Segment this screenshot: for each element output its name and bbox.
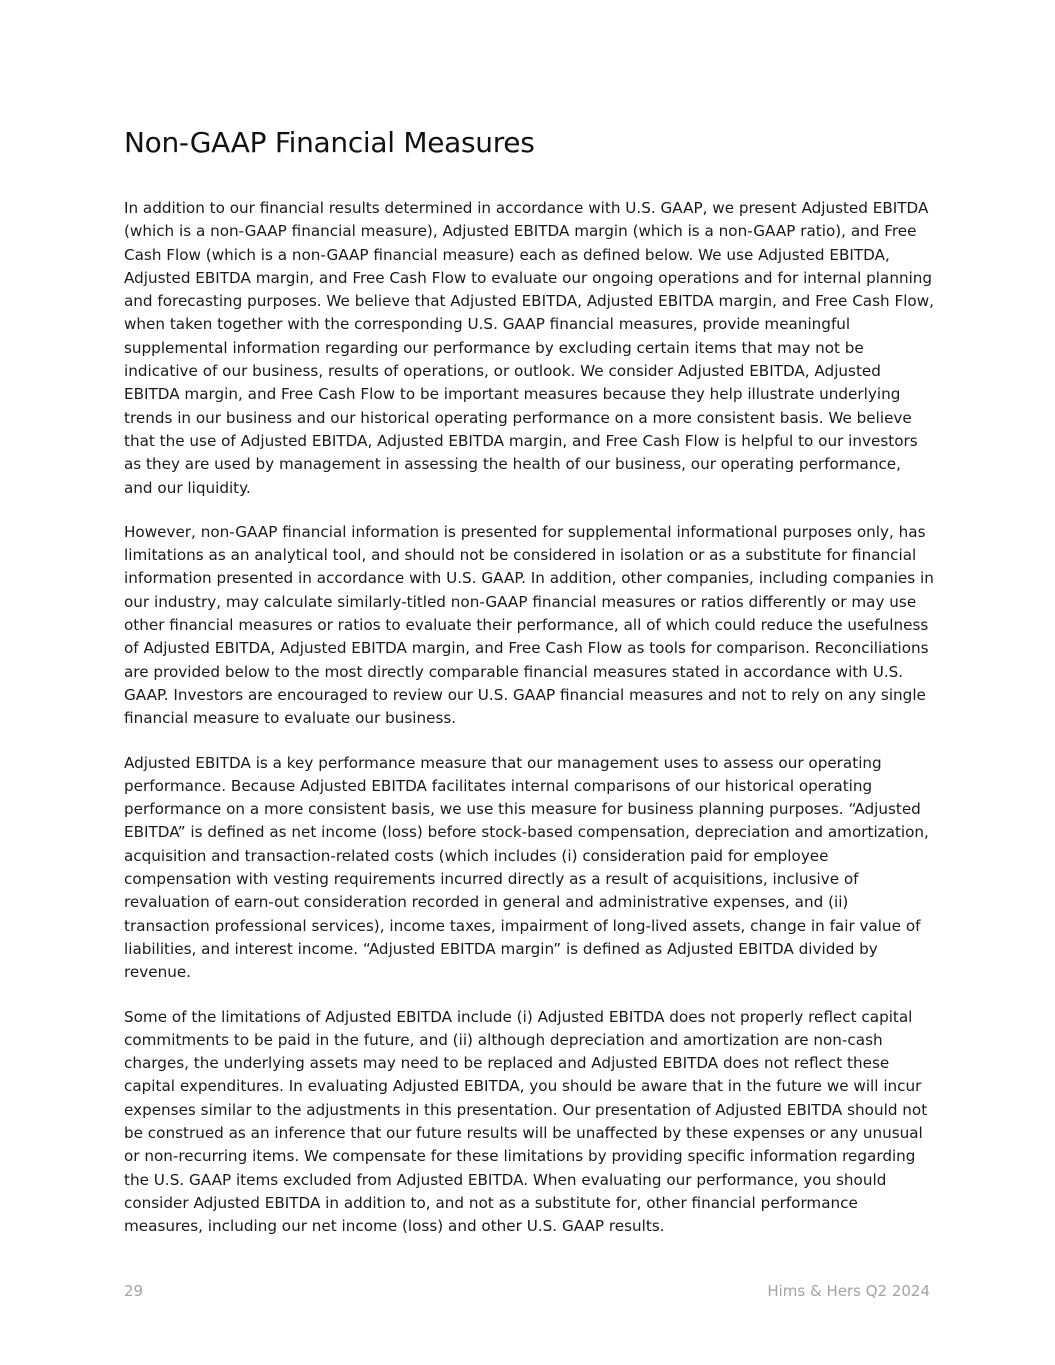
paragraph-adjusted-ebitda-definition: Adjusted EBITDA is a key performance measure that our management uses to assess our operating performance. Because Adjusted EBITDA facilitates internal comparisons of our historical operating performance on a more consistent basis, we use this measure for business planning purposes. “Adjusted EBITDA” is defined as net income (loss) before stock-based compensation, depreciation and amortization, acquisition and transaction-related costs (which includes (i) consideration paid for employee compensation with vesting requirements incurred directly as a result of acquisitions, inclusive of revaluation of earn-out consideration recorded in general and administrative expenses, and (ii) transaction professional services), income taxes, impairment of long-lived assets, change in fair value of liabilities, and interest income. “Adjusted EBITDA margin” is defined as Adjusted EBITDA divided by revenue. xyxy=(124,753,929,982)
paragraph-limitations: However, non-GAAP financial information is presented for supplemental informational purposes only, has limitations as an analytical tool, and should not be considered in isolation or as a substitute for financial information presented in accordance with U.S. GAAP. In addition, other companies, including companies in our industry, may calculate similarly-titled non-GAAP financial measures or ratios differently or may use other financial measures or ratios to evaluate their performance, all of which could reduce the usefulness of Adjusted EBITDA, Adjusted EBITDA margin, and Free Cash Flow as tools for comparison. Reconciliations are provided below to the most directly comparable financial measures stated in accordance with U.S. GAAP. Investors are encouraged to review our U.S. GAAP financial measures and not to rely on any single financial measure to evaluate our business. xyxy=(124,522,934,728)
body-text xyxy=(124,197,934,1259)
report-label: Hims & Hers Q2 2024 xyxy=(767,1282,930,1300)
page-number: 29 xyxy=(124,1282,144,1300)
paragraph-intro: In addition to our financial results determined in accordance with U.S. GAAP, we present Adjusted EBITDA (which is a non-GAAP financial measure), Adjusted EBITDA margin (which is a non-GAAP ratio), and Free Cash Flow (which is a non-GAAP financial measure) each as defined below. We use Adjusted EBITDA, Adjusted EBITDA margin, and Free Cash Flow to evaluate our ongoing operations and for internal planning and forecasting purposes. We believe that Adjusted EBITDA, Adjusted EBITDA margin, and Free Cash Flow, when taken together with the corresponding U.S. GAAP financial measures, provide meaningful supplemental information regarding our performance by excluding certain items that may not be indicative of our business, results of operations, or outlook. We consider Adjusted EBITDA, Adjusted EBITDA margin, and Free Cash Flow to be important measures because they help illustrate underlying trends in our business and our historical operating performance on a more consistent basis. We believe that the use of Adjusted EBITDA, Adjusted EBITDA margin, and Free Cash Flow is helpful to our investors as they are used by management in assessing the health of our business, our operating performance, and our liquidity. xyxy=(124,199,934,497)
paragraph-adjusted-ebitda-limitations: Some of the limitations of Adjusted EBITDA include (i) Adjusted EBITDA does not properly reflect capital commitments to be paid in the future, and (ii) although depreciation and amortization are non-cash charges, the underlying assets may need to be replaced and Adjusted EBITDA does not reflect these capital expenditures. In evaluating Adjusted EBITDA, you should be aware that in the future we will incur expenses similar to the adjustments in this presentation. Our presentation of Adjusted EBITDA should not be construed as an inference that our future results will be unaffected by these expenses or any unusual or non-recurring items. We compensate for these limitations by providing specific information regarding the U.S. GAAP items excluded from Adjusted EBITDA. When evaluating our performance, you should consider Adjusted EBITDA in addition to, and not as a substitute for, other financial performance measures, including our net income (loss) and other U.S. GAAP results. xyxy=(124,1007,928,1236)
page-footer xyxy=(124,1282,930,1300)
document-page xyxy=(124,0,934,1365)
page-title: Non-GAAP Financial Measures xyxy=(124,126,535,159)
